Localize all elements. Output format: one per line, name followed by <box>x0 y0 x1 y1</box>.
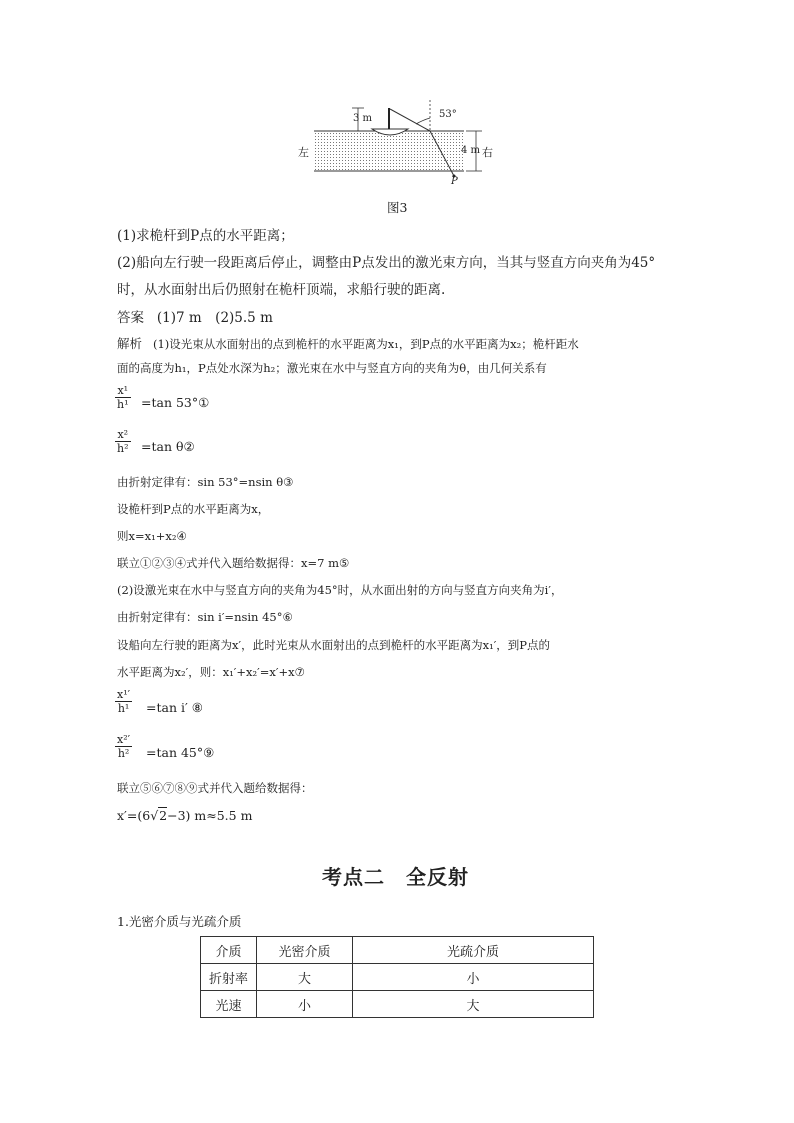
figure <box>290 96 510 188</box>
table-cell: 小 <box>257 991 353 1018</box>
medium-comparison-table <box>200 936 594 1018</box>
analysis-line-9: 设船向左行驶的距离为x′，此时光束从水面射出的点到桅杆的水平距离为x₁′，到P点的 <box>117 638 551 652</box>
equation-9: =tan 45°⑨ <box>146 745 215 760</box>
analysis-line-11: 联立⑤⑥⑦⑧⑨式并代入题给数据得： <box>117 781 313 795</box>
section-title: 考点二 全反射 <box>322 865 469 889</box>
analysis-line-4: 设桅杆到P点的水平距离为x， <box>117 502 270 516</box>
answer-line <box>117 306 273 326</box>
table-header: 介质 <box>201 937 257 964</box>
equation-2: =tan θ② <box>141 439 195 454</box>
water-region <box>314 131 464 171</box>
analysis-line-10: 水平距离为x₂′，则：x₁′+x₂′=x′+x⑦ <box>117 665 305 679</box>
question-2-line1: (2)船向左行驶一段距离后停止，调整由P点发出的激光束方向，当其与竖直方向夹角为45° <box>117 255 656 271</box>
table-cell: 大 <box>257 964 353 991</box>
analysis-line-1: 解析 (1)设光束从水面射出的点到桅杆的水平距离为x₁，到P点的水平距离为x₂；桅杆距水 <box>117 336 579 351</box>
refraction-diagram <box>290 96 510 188</box>
label-p: P <box>451 176 458 187</box>
table-row <box>201 964 594 991</box>
table-header-row <box>201 937 594 964</box>
question-1: (1)求桅杆到P点的水平距离； <box>117 228 294 244</box>
equation-1: =tan 53°① <box>141 395 210 410</box>
final-result: x′=(6√2−3) m≈5.5 m <box>117 808 253 823</box>
table-cell: 大 <box>353 991 594 1018</box>
figure-caption: 图3 <box>387 200 408 215</box>
analysis-line-7: (2)设激光束在水中与竖直方向的夹角为45°时，从水面出射的方向与竖直方向夹角为i′， <box>117 583 563 597</box>
equation-8-fraction: $\frac{\text{x¹′}}{\text{h¹}}$ <box>117 688 131 715</box>
label-right: 右 <box>482 146 493 159</box>
table-row <box>201 991 594 1018</box>
table-cell: 折射率 <box>201 964 257 991</box>
analysis-label: 解析 <box>117 336 143 351</box>
question-2-line2: 时，从水面射出后仍照射在桅杆顶端，求船行驶的距离. <box>117 282 446 298</box>
analysis-line-8: 由折射定律有：sin i′=nsin 45°⑥ <box>117 610 293 624</box>
table-cell: 光速 <box>201 991 257 1018</box>
equation-9-fraction: $\frac{\text{x²′}}{\text{h²}}$ <box>117 733 131 760</box>
table-header: 光疏介质 <box>353 937 594 964</box>
equation-1-fraction: $\frac{\text{x¹}}{\text{h¹}}$ <box>117 384 129 411</box>
table-header: 光密介质 <box>257 937 353 964</box>
label-angle: 53° <box>439 109 457 120</box>
analysis-line-3: 由折射定律有：sin 53°=nsin θ③ <box>117 475 294 489</box>
equation-2-fraction: $\frac{\text{x²}}{\text{h²}}$ <box>117 428 129 455</box>
equation-8: =tan i′ ⑧ <box>146 700 203 715</box>
section-subtitle: 1.光密介质与光疏介质 <box>117 914 242 929</box>
label-left: 左 <box>298 146 309 159</box>
sqrt-symbol: √ <box>150 808 159 823</box>
analysis-line-2: 面的高度为h₁，P点处水深为h₂；激光束在水中与竖直方向的夹角为θ，由几何关系有 <box>117 361 547 375</box>
analysis-line-6: 联立①②③④式并代入题给数据得：x=7 m⑤ <box>117 556 350 570</box>
answer-label: 答案 <box>117 310 144 326</box>
analysis-line-5: 则x=x₁+x₂④ <box>117 529 187 543</box>
label-4m: 4 m <box>461 145 481 156</box>
label-3m: 3 m <box>353 113 373 124</box>
table-cell: 小 <box>353 964 594 991</box>
answer-text: (1)7 m (2)5.5 m <box>156 310 273 326</box>
